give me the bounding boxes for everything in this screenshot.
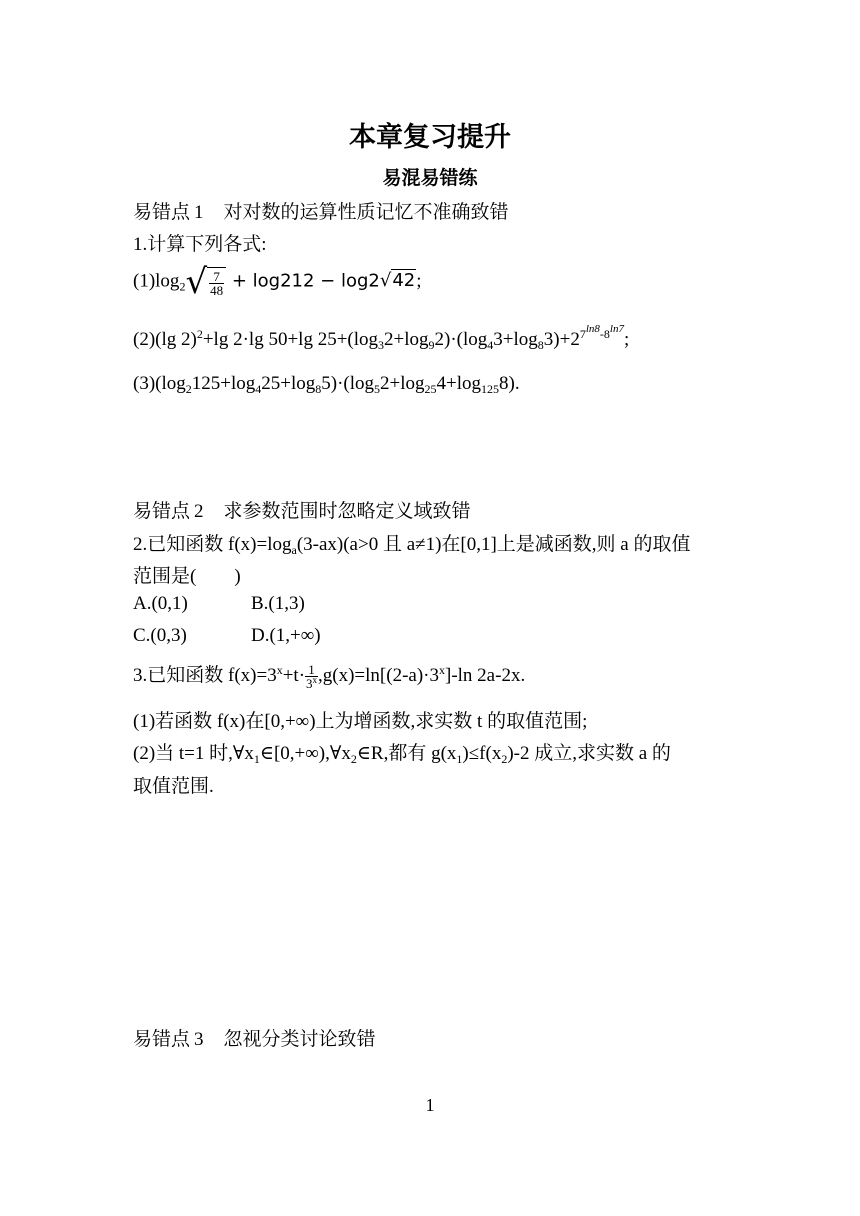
exp-exp: ln7 [609, 323, 624, 335]
page-number: 1 [425, 1095, 435, 1115]
t: +lg 2·lg 50+lg 25+(log [202, 329, 379, 350]
sqrt-value: 42 [392, 270, 416, 292]
q1-p1-end: ; [416, 270, 422, 292]
section-label: 易错点 [133, 201, 191, 223]
option-c: C.(0,3) [133, 625, 187, 646]
t: ∈[0,+∞),∀x [259, 743, 351, 764]
q2-options-row2 [133, 625, 321, 647]
sub: 9 [428, 338, 435, 352]
t: 125+log [191, 373, 256, 394]
q1-p1-base: 2 [179, 279, 186, 294]
t: )-2 成立,求实数 a 的 [507, 743, 671, 764]
section-number: 3 [194, 1029, 204, 1050]
t: 2+log [380, 373, 425, 394]
fraction [305, 663, 318, 690]
q2-line2: 范围是( ) [133, 566, 241, 587]
fraction-numerator: 1 [308, 662, 315, 678]
t: ]-ln 2a-2x. [445, 665, 526, 686]
q1-part2 [133, 323, 630, 352]
q3-stem [133, 660, 525, 690]
section-label: 易错点 [133, 500, 191, 522]
t: 2+log [384, 329, 429, 350]
t: 25+log [261, 373, 316, 394]
fraction-denominator [305, 676, 318, 690]
section-label: 易错点 [133, 1028, 191, 1050]
t: ; [623, 329, 630, 350]
section-heading-1 [133, 197, 509, 224]
sub: 2 [185, 382, 192, 396]
page-subtitle: 易混易错练 [382, 167, 478, 189]
sqrt-fraction [185, 262, 226, 302]
section-heading-3 [133, 1024, 376, 1051]
sub: 8 [537, 338, 544, 352]
sub: 25 [424, 382, 437, 396]
option-a: A.(0,1) [133, 593, 188, 614]
sub: 2 [350, 752, 357, 766]
exp-group [579, 323, 624, 341]
section-title: 求参数范围时忽略定义域致错 [223, 500, 471, 522]
q3-part2-line2: 取值范围. [133, 776, 214, 797]
exp-exp: ln8 [585, 323, 600, 335]
exp: 7 [579, 327, 586, 341]
sqrt-symbol: √ [185, 262, 208, 302]
exp: 2 [196, 327, 203, 341]
sub: 8 [315, 382, 322, 396]
t: (3-ax)(a>0 且 a≠1)在[0,1]上是减函数,则 a 的取值 [296, 534, 691, 555]
section-number: 2 [194, 501, 204, 522]
t: ,g(x)=ln[(2-a)·3 [318, 665, 439, 686]
q3-part2 [133, 738, 671, 765]
section-number: 1 [194, 202, 204, 223]
exp: -8 [599, 327, 610, 341]
section-title: 对对数的运算性质记忆不准确致错 [223, 201, 509, 223]
sub: a [291, 543, 297, 557]
exp: x [276, 663, 283, 677]
fraction-denominator: 48 [210, 283, 224, 298]
sqrt-body [207, 267, 226, 297]
fraction [209, 270, 224, 297]
q3-part1: (1)若函数 f(x)在[0,+∞)上为增函数,求实数 t 的取值范围; [133, 711, 588, 732]
t: ∈R,都有 g(x [356, 743, 457, 764]
sub: 5 [374, 382, 381, 396]
q1-p1-rest: + log212 − log2 [226, 270, 380, 292]
t: 2)·(log [434, 329, 488, 350]
exp: x [439, 663, 445, 677]
sub: 2 [501, 752, 508, 766]
sub: 125 [481, 382, 500, 396]
sub: 1 [253, 752, 260, 766]
option-b: B.(1,3) [251, 593, 305, 614]
q1-part1 [133, 262, 422, 302]
t: (2)(lg 2) [133, 329, 197, 350]
t: )≤f(x [462, 743, 502, 764]
sub: 4 [487, 338, 494, 352]
q1-stem: 1.计算下列各式: [133, 234, 267, 255]
sqrt-42 [380, 270, 416, 291]
t: 8). [499, 373, 520, 394]
den-exp: x [312, 675, 318, 686]
q2-line1 [133, 529, 690, 556]
section-title: 忽视分类讨论致错 [223, 1028, 376, 1050]
page-title: 本章复习提升 [349, 122, 511, 153]
t: 3.已知函数 f(x)=3 [133, 665, 277, 686]
sub: 3 [378, 338, 385, 352]
t: 3)+2 [543, 329, 580, 350]
sub: 1 [456, 752, 463, 766]
sqrt-symbol: √ [379, 270, 392, 292]
den-base: 3 [306, 676, 313, 692]
q1-part3 [133, 373, 520, 395]
t: (3)(log [133, 373, 186, 394]
sub: 4 [255, 382, 262, 396]
t: +t· [282, 665, 306, 686]
t: 5)·(log [321, 373, 375, 394]
q1-p1-prefix: (1)log [133, 270, 180, 292]
t: 4+log [436, 373, 482, 394]
t: 2.已知函数 f(x)=log [133, 534, 292, 555]
section-heading-2 [133, 496, 471, 523]
t: (2)当 t=1 时,∀x [133, 743, 254, 764]
option-d: D.(1,+∞) [251, 625, 321, 646]
q2-options-row1 [133, 593, 305, 615]
fraction-numerator: 7 [213, 269, 220, 284]
t: 3+log [493, 329, 538, 350]
